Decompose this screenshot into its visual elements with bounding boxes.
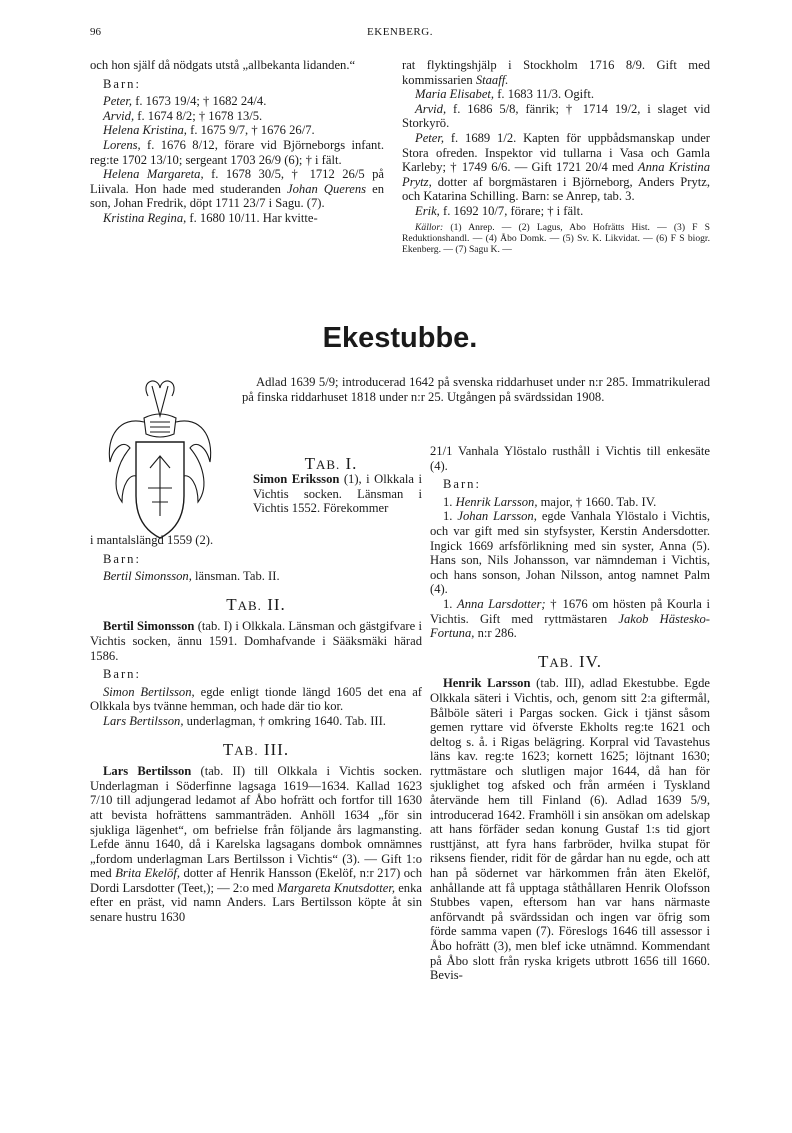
children-label: Barn: [103,667,141,682]
paragraph: i mantalslängd 1559 (2). [90,533,214,547]
child-entry: 1. Henrik Larsson, major, † 1660. Tab. IV. [443,494,657,509]
children-reference: Barn: se Anrep, tab. 3. [521,189,635,204]
child-name: Peter, [415,130,445,145]
paragraph: 21/1 Vanhala Ylöstalo rusthåll i Vichtis till enkesäte (4). [430,444,710,473]
child-entry: Bertil Simonsson, länsman. Tab. II. [103,569,280,584]
tab-3-heading: TAB. III. [222,739,290,759]
tab-2-heading: TAB. II. [226,594,286,614]
tab-4-heading: TAB. IV. [538,651,602,671]
child-entry: Maria Elisabet, f. 1683 11/3. Ogift. [415,87,594,102]
tab-3-text: Lars Bertilsson (tab. II) till Olkkala i Vichtis socken. Underlagman i Söderfinne lagsaga 1619—1634. Kallad 1623 7/10 till adjungerad ledamot af Åbo hofrätt och fortfor till 1630 att bevista hofrättens sammanträden. Anhöll 1634 „för sin sjukliga lägenhet“, om befrielse från följande års lagmansting. Lefde ännu 1640, då i Karelska lagsagans dombok omnämnes „fordom underlagman Lars Bertilsson i Vichtis“ (3). — Gift 1:o med Brita Ekelöf, dotter af Henrik Hansson (Ekelöf, n:r 217) och Dordi Larsdotter (Teet,); — 2:o med Margareta Knutsdotter, enka efter en präst, vid namn Anders. Lars Bertilsson köpte åt sin senare hustru 1630 [90,764,422,925]
column-top-left [90,58,384,226]
child-name: Peter, [103,94,133,109]
crest-plume [146,381,174,396]
child-entry: Peter, f. 1689 1/2. Kapten för uppbådsmanskap under Stora ofreden. Inspektor vid tullarna i Vasa och Gamla Karleby; † 1749 6/6. — Gift 1721 20/4 med Anna Kristina Prytz, dotter af borgmästaren i Björneborg, Anders Prytz, och Katarina Schilling. Barn: se Anrep, tab. 3. [402,130,710,204]
person-name: Staaff. [475,72,509,87]
child-entry: Helena Margareta, f. 1678 30/5, † 1712 26/5 på Liivala. Hon hade med studeranden Johan Querens en son, Johan Fredrik, döpt 1711 23/7 i Sagu. (7). [90,167,384,211]
child-name: Kristina Regina, [103,210,187,225]
person-name: Anna Kristina Prytz, [402,160,710,189]
person-name: Jakob Hästesko-Fortuna, [430,611,710,641]
children-label: Barn: [103,551,141,566]
person-name: Simon Eriksson [253,472,340,486]
child-entry: Lorens, f. 1676 8/12, förare vid Björneborgs infant. reg:te 1702 13/10; sergeant 1703 26/9 (6); † i fält. [90,137,384,167]
page-number: 96 [90,26,101,38]
family-title: Ekestubbe. [322,322,478,354]
child-name: Maria Elisabet, [415,87,495,102]
person-name: Brita Ekelöf, [115,866,180,881]
children-label: Barn: [103,76,141,91]
tab-2-text: Bertil Simonsson (tab. I) i Olkkala. Länsman och gästgifvare i Vichtis socken, ännu 1591. Domhafvande i Sääksmäki härad 1586. [90,619,422,663]
person-name: Johan Querens [287,181,367,196]
person-name: Margareta Knutsdotter, [277,880,396,895]
running-head: EKENBERG. [367,26,433,38]
shield-charge [148,456,172,516]
page-header [90,26,710,44]
child-name: Erik, [415,203,440,218]
child-entry: 1. Anna Larsdotter; † 1676 om hösten på Kourla i Vichtis. Gift med ryttmästaren Jakob Hästesko-Fortuna, n:r 286. [430,596,710,641]
child-entry: Arvid, f. 1674 8/2; † 1678 13/5. [103,108,263,123]
person-name: Bertil Simonsson [103,619,195,634]
column-bottom-right [430,444,710,983]
tab-4-text: Henrik Larsson (tab. III), adlad Ekestubbe. Egde Olkkala säteri i Vichtis, och, genom sitt 2:a giftermål, Bålböle säteri i Pargas socken. Gick i tjänst såsom gemen ryttare vid öfverste Ekholts reg:te 1621 och deltog s. å. i Rigas belägring. Korpral vid Tavastehus läns kav. reg:te 1623; kornett 1625; löjtnant 1630; ryttmästare och slutligen major 1644, då han för sjuklighet tog afsked och från arméen i Tyskland återvände hem till Finland (6). Adlad 1639 5/9, introducerad 1642. Framhöll i sin ansökan om adelskap att hans förfäder sedan konung Gustaf 1:s tid gjort rusttjänst, att fyra hans farbröder, hvilka stupat för riksens fiender, ridit för de gårdar han nu egde, och att han på södernet var härkommen från äten Ekelöf, anhållande att få upptaga ståthållaren Henrik Olofsson Stubbes vapen, eftersom han var hans närmaste anförvandt på svärdssidan och ingen var öfrig som förde samma vapen (7). Föreslogs 1646 till assessor i Åbo hofrätt (3), men blef icke utnämnd. Kommendant på Åbo slott från ryska krigets utbrott 1656 till 1660. Bevis- [430,676,710,983]
child-entry: Arvid, f. 1686 5/8, fänrik; † 1714 19/2, i slaget vid Storkyrö. [402,101,710,131]
paragraph: och hon själf då nödgats utstå „allbekanta lidanden.“ [90,58,356,72]
column-top-right [402,58,710,256]
family-intro: Adlad 1639 5/9; introducerad 1642 på svenska riddarhuset under n:r 285. Immatrikulerad på finska riddarhuset 1818 under n:r 25. Utgången på svärdssidan 1908. [242,375,710,404]
child-name: Simon Bertilsson, [103,684,195,699]
child-entry: Kristina Regina, f. 1680 10/11. Har kvitte- [103,210,318,225]
child-entry: 1. Johan Larsson, egde Vanhala Ylöstalo i Vichtis, och var gift med sin styfsyster, Kerstin Andersdotter. Ingick 1669 arfsförlikning med sin syster, Anna (5). Hans son, Nils Johansson, var nämndeman i Vichtis, och hans sonson, Johan Nilsson, antog namnet Palm (4). [430,509,710,597]
crest-sword [152,386,168,416]
child-name: Lars Bertilsson, [103,713,184,728]
child-name: Helena Margareta, [103,167,204,182]
tab-1-text: Simon Eriksson (1), i Olkkala i Vichtis socken. Länsman i Vichtis 1552. Förekommer [253,472,422,516]
child-name: Henrik Larsson, [455,494,538,509]
coat-of-arms-image [100,376,220,548]
person-name: Lars Bertilsson [103,764,192,779]
child-entry: Peter, f. 1673 19/4; † 1682 24/4. [103,94,267,109]
child-name: Arvid, [103,108,135,123]
paragraph: rat flyktingshjälp i Stockholm 1716 8/9. Gift med kommissarien Staaff. [402,58,710,87]
child-name: Anna Larsdotter; [457,596,546,611]
child-name: Bertil Simonsson, [103,569,192,584]
child-entry: Simon Bertilsson, egde enligt tionde längd 1605 det ena af Olkkala bys tvänne hemman, och hade där tio kor. [90,684,422,714]
child-name: Johan Larsson, [457,509,537,524]
person-name: Henrik Larsson [443,676,531,691]
child-entry: Erik, f. 1692 10/7, förare; † i fält. [415,203,584,218]
sources-label: Källor: [415,221,444,233]
tab-1-heading: TAB. I. [304,454,358,473]
children-label: Barn: [443,477,481,492]
child-name: Lorens, [103,137,141,152]
mantling-right [176,421,211,502]
child-name: Helena Kristina, [103,123,187,138]
helmet-bars [150,422,170,432]
child-entry: Lars Bertilsson, underlagman, † omkring 1640. Tab. III. [103,713,386,728]
child-entry: Helena Kristina, f. 1675 9/7, † 1676 26/7. [103,123,315,138]
mantling-left [109,421,144,502]
column-bottom-left [90,533,422,925]
sources-note: Källor: (1) Anrep. — (2) Lagus, Abo Hofrätts Hist. — (3) F S Reduktionshandl. — (4) Åbo Domk. — (5) Sv. K. Likvidat. — (6) F S biogr. Ekenberg. — (7) Sagu K. — [402,221,710,256]
child-name: Arvid, [415,101,447,116]
